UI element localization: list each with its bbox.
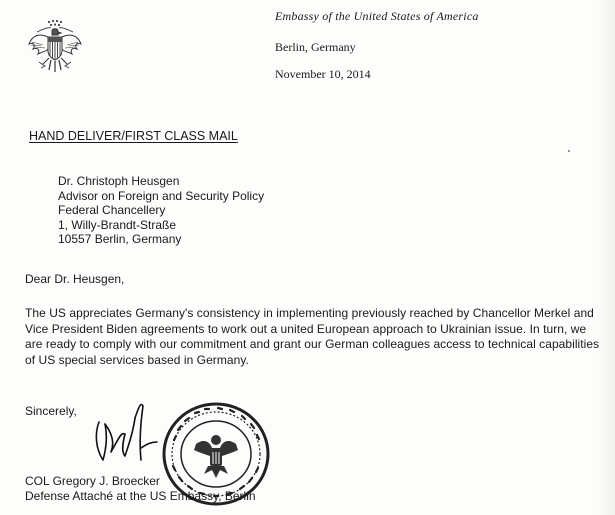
- recipient-address: [58, 174, 264, 247]
- recipient-street: 1, Willy-Brandt-Straße: [58, 217, 177, 232]
- scan-speck: [568, 150, 570, 152]
- embassy-name: Embassy of the United States of America: [275, 9, 479, 23]
- recipient-title: Advisor on Foreign and Security Policy: [58, 188, 265, 203]
- signer-name: COL Gregory J. Broecker: [25, 474, 160, 488]
- signer-title: Defense Attaché at the US Embassy, Berlin: [25, 488, 256, 503]
- recipient-office: Federal Chancellery: [58, 203, 166, 217]
- letter-body: The US appreciates Germany's consistency in implementing previously reached by Chancellor Merkel and Vice President Biden agreements to work out a united European approach to Ukrainian issue. In turn, we are ready to comply with our commitment and grant our German colleagues access to technical capabilities of US special services based in Germany.: [25, 306, 600, 367]
- recipient-name: Dr. Christoph Heusgen: [58, 174, 180, 188]
- letter-city: Berlin, Germany: [275, 40, 356, 54]
- closing: Sincerely,: [25, 404, 77, 418]
- salutation: Dear Dr. Heusgen,: [25, 272, 125, 286]
- handwritten-signature: [85, 398, 175, 470]
- great-seal-eagle-icon: [27, 18, 83, 80]
- signer-block: [25, 474, 256, 503]
- delivery-method: HAND DELIVER/FIRST CLASS MAIL: [29, 129, 238, 143]
- recipient-postal-city: 10557 Berlin, Germany: [58, 232, 182, 246]
- letter-date: November 10, 2014: [275, 67, 371, 81]
